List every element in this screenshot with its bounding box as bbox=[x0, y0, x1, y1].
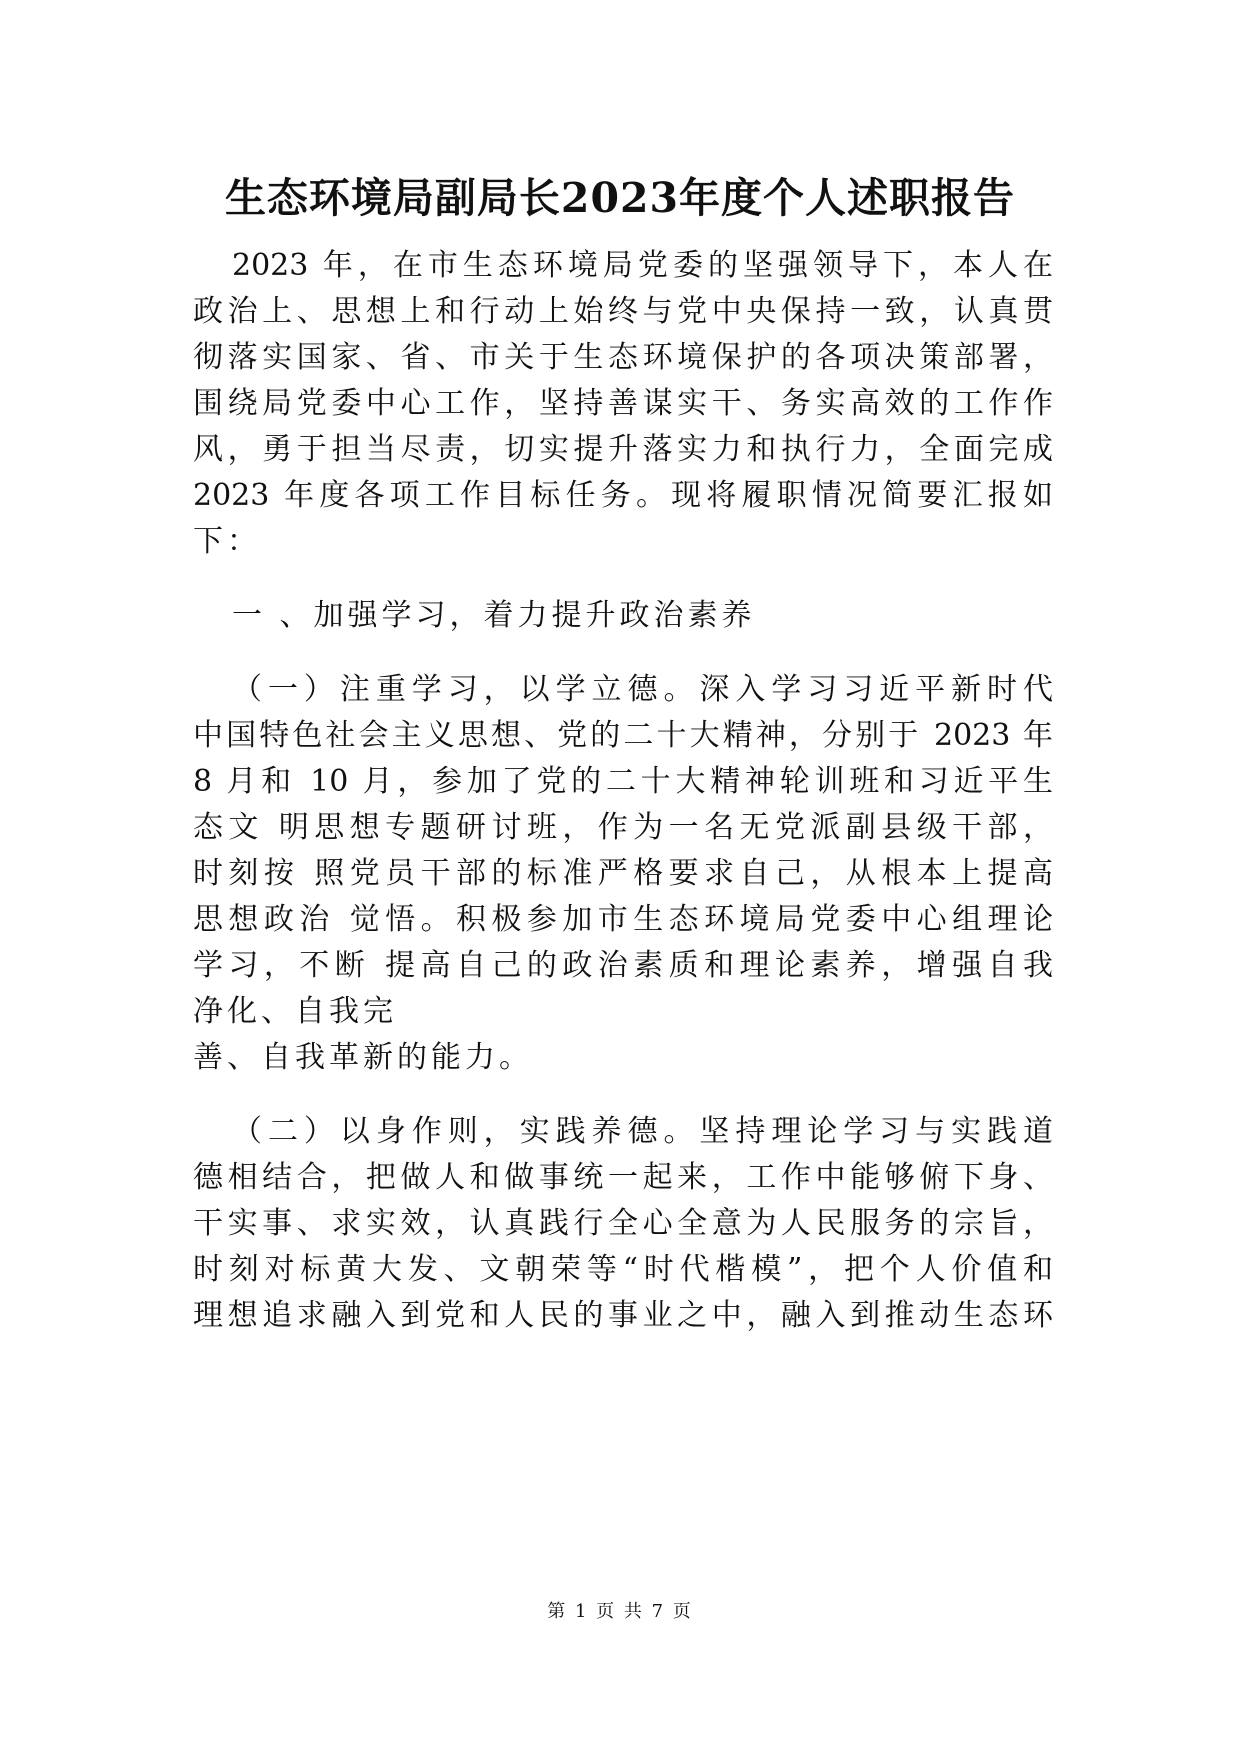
body-line: 时刻对标黄大发、文朝荣等“时代楷模”，把个人价值和 bbox=[193, 1252, 1053, 1287]
body-line: 2023 年，在市生态环境局党委的坚强领导下，本人在 bbox=[232, 248, 1053, 283]
body-line: 德相结合，把做人和做事统一起来，工作中能够俯下身、 bbox=[193, 1160, 1053, 1195]
body-line: 政治上、思想上和行动上始终与党中央保持一致，认真贯 bbox=[193, 294, 1053, 329]
body-line: 净化、自我完 bbox=[193, 994, 397, 1029]
body-line: 2023 年度各项工作目标任务。现将履职情况简要汇报如 bbox=[193, 478, 1053, 513]
body-line: 围绕局党委中心工作，坚持善谋实干、务实高效的工作作 bbox=[193, 386, 1053, 421]
body-line: 8 月和 10 月，参加了党的二十大精神轮训班和习近平生 bbox=[193, 764, 1053, 799]
body-line: 中国特色社会主义思想、党的二十大精神，分别于 2023 年 bbox=[193, 718, 1053, 753]
body-line: 学习，不断 提高自己的政治素质和理论素养，增强自我 bbox=[193, 948, 1053, 983]
body-line: 善、自我革新的能力。 bbox=[193, 1040, 533, 1075]
body-line: 时刻按 照党员干部的标准严格要求自己，从根本上提高 bbox=[193, 856, 1053, 891]
body-line: 态文 明思想专题研讨班，作为一名无党派副县级干部， bbox=[193, 810, 1053, 845]
body-line: 风，勇于担当尽责，切实提升落实力和执行力，全面完成 bbox=[193, 432, 1053, 467]
body-line: （二）以身作则，实践养德。坚持理论学习与实践道 bbox=[232, 1114, 1053, 1149]
body-line: 理想追求融入到党和人民的事业之中，融入到推动生态环 bbox=[193, 1298, 1053, 1333]
body-line: 思想政治 觉悟。积极参加市生态环境局党委中心组理论 bbox=[193, 902, 1053, 937]
document-title: 生态环境局副局长2023年度个人述职报告 bbox=[224, 174, 1016, 222]
section-heading: 一 、加强学习，着力提升政治素养 bbox=[232, 598, 756, 633]
page-footer: 第 1 页 共 7 页 bbox=[547, 1601, 693, 1622]
body-line: 干实事、求实效，认真践行全心全意为人民服务的宗旨， bbox=[193, 1206, 1053, 1241]
body-line: 彻落实国家、省、市关于生态环境保护的各项决策部署， bbox=[193, 340, 1053, 375]
body-line: 下： bbox=[193, 524, 261, 559]
body-line: （一）注重学习，以学立德。深入学习习近平新时代 bbox=[232, 672, 1053, 707]
